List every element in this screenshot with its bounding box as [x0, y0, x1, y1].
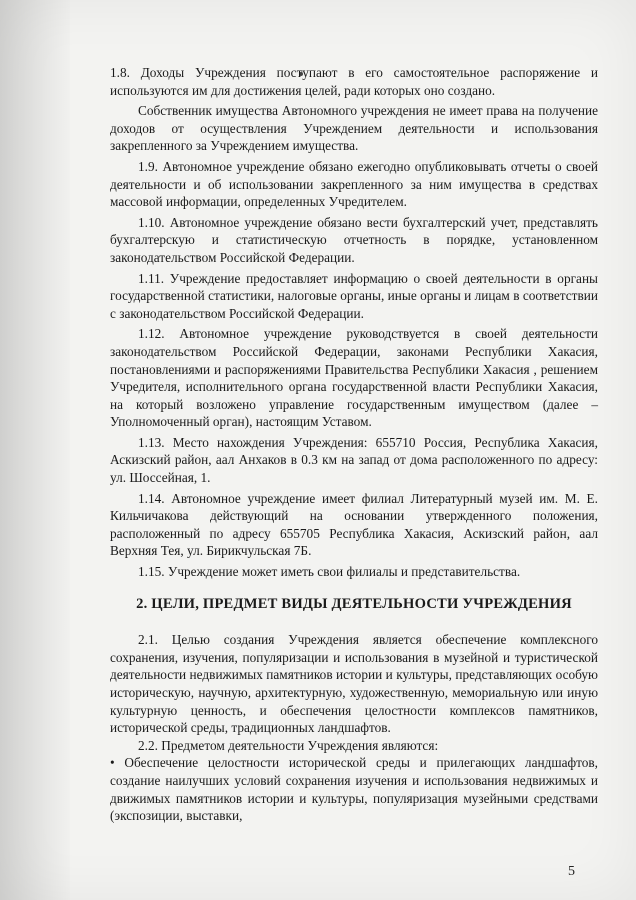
clause-1-14: 1.14. Автономное учреждение имеет филиал Литературный музей им. М. Е. Кильчичакова действующий на основании утвержденного положения, расположенный по адресу 655705 Республика Хакасия, Аскизский район, аал Верхняя Тея, ул. Бирикчульская 7Б.: [110, 490, 598, 559]
clause-2-2-bullet-1: • Обеспечение целостности исторической среды и прилегающих ландшафтов, создание наилучших условий сохранения изучения и использования недвижимых и движимых памятников истории и культуры, популяризация музейными средствами (экспозиции, выставки,: [110, 755, 598, 824]
clause-1-10: 1.10. Автономное учреждение обязано вести бухгалтерский учет, представлять бухгалтерскую и статистическую отчетность в порядке, установленном законодательством Российской Федерации.: [110, 214, 598, 265]
clause-1-8-owner: Собственник имущества Автономного учреждения не имеет права на получение доходов от осуществления Учреждением деятельности и использования закрепленного за Учреждением имущества.: [110, 103, 598, 154]
clause-2-1: 2.1. Целью создания Учреждения является обеспечение комплексного сохранения, изучения, популяризации и использования в музейной и туристической деятельности недвижимых памятников истории и культуры, представляющих особую историческую, научную, архитектурную, художественную, мемориальную или иную культурную ценность, и обеспечения целостности комплексов памятников, исторической среды, традиционных ландшафтов.: [110, 632, 598, 736]
section-2-heading: 2. ЦЕЛИ, ПРЕДМЕТ ВИДЫ ДЕЯТЕЛЬНОСТИ УЧРЕЖДЕНИЯ: [136, 595, 572, 612]
binding-shadow: [0, 0, 70, 900]
clause-1-13: 1.13. Место нахождения Учреждения: 655710 Россия, Республика Хакасия, Аскизский район, аал Анхаков в 0.3 км на запад от дома расположенного по адресу: ул. Шоссейная, 1.: [110, 434, 598, 486]
clause-1-11: 1.11. Учреждение предоставляет информацию о своей деятельности в органы государственной статистики, налоговые органы, иные органы и лицам в соответствии с законодательством Российской Федерации.: [110, 270, 598, 321]
page-number: 5: [568, 864, 575, 879]
document-body: [110, 64, 598, 825]
clause-2-2: 2.2. Предметом деятельности Учреждения являются:: [138, 737, 439, 753]
clause-1-8: 1.8. Доходы Учреждения поступают в его самостоятельное распоряжение и используются им для достижения целей, ради которых оно создано.: [110, 65, 598, 98]
clause-1-12: 1.12. Автономное учреждение руководствуется в своей деятельности законодательством Российской Федерации, законами Республики Хакасия, постановлениями и распоряжениями Правительства Республики Хакасия , решением Учредителя, исполнительного органа государственной власти Республики Хакасия, на который возложено управление государственным имуществом (далее – Уполномоченный орган), настоящим Уставом.: [110, 326, 598, 430]
clause-1-15: 1.15. Учреждение может иметь свои филиалы и представительства.: [138, 564, 521, 580]
clause-1-9: 1.9. Автономное учреждение обязано ежегодно опубликовывать отчеты о своей деятельности и об использовании закрепленного за ним имущества в средствах массовой информации, определенных Учредителем.: [110, 158, 598, 210]
